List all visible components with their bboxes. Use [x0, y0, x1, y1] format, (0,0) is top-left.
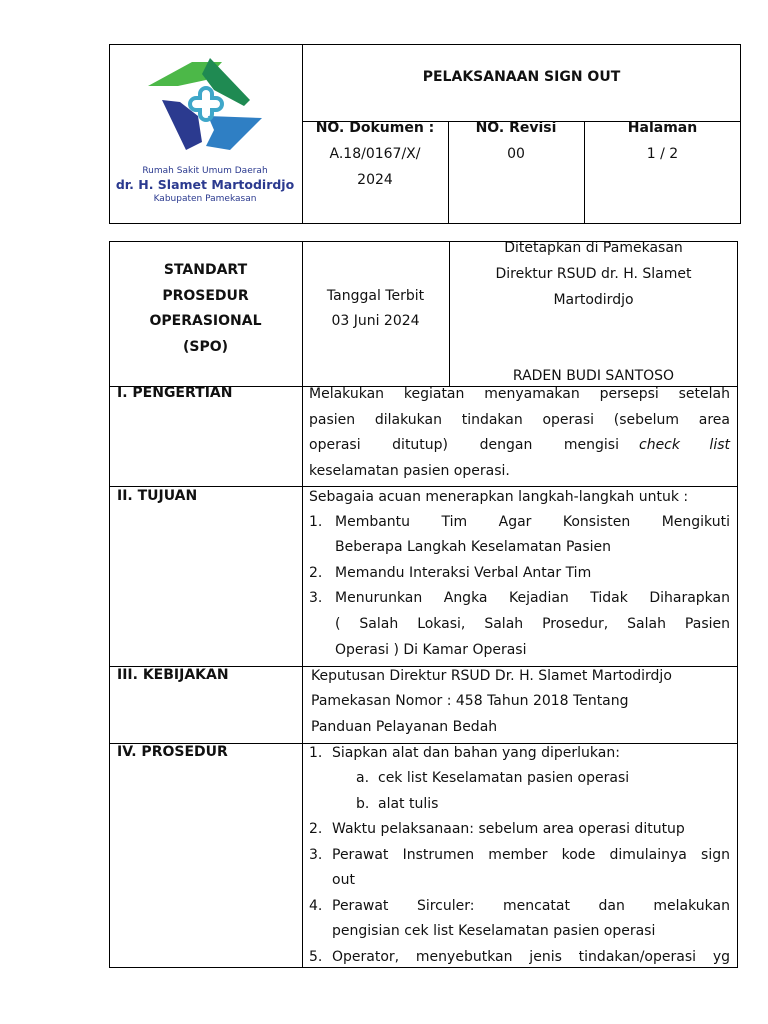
- revision-label: NO. Revisi: [475, 120, 557, 136]
- list-number: 5.: [309, 949, 323, 965]
- page-label: Halaman: [627, 120, 698, 136]
- list-item: Membantu Tim Agar Konsisten Mengikuti: [335, 514, 730, 530]
- kebijakan-text: Pamekasan Nomor : 458 Tahun 2018 Tentang: [311, 693, 629, 709]
- established-line: Direktur RSUD dr. H. Slamet: [495, 266, 692, 282]
- list-item: cek list Keselamatan pasien operasi: [378, 770, 630, 786]
- pengertian-text: operasi ditutup) dengan mengisi: [309, 437, 619, 453]
- document-title: PELAKSANAAN SIGN OUT: [422, 69, 621, 85]
- doc-number-label: NO. Dokumen :: [315, 120, 435, 136]
- kebijakan-text: Panduan Pelayanan Bedah: [311, 719, 498, 735]
- revision-value: 00: [507, 146, 525, 162]
- doc-number-value: 2024: [357, 172, 393, 188]
- issue-date-label: Tanggal Terbit: [326, 288, 425, 304]
- list-number: 1.: [309, 745, 323, 761]
- page-value: 1 / 2: [646, 146, 679, 162]
- list-item: out: [332, 872, 355, 888]
- spo-label: PROSEDUR: [162, 288, 249, 304]
- spo-label: (SPO): [182, 339, 229, 355]
- list-number: 1.: [309, 514, 323, 530]
- pengertian-text: pasien dilakukan tindakan operasi (sebelum area: [309, 412, 730, 428]
- list-letter: b.: [356, 796, 370, 812]
- list-number: 3.: [309, 590, 323, 606]
- list-number: 3.: [309, 847, 323, 863]
- logo-line-2: dr. H. Slamet Martodirdjo: [115, 177, 295, 192]
- pengertian-text: Melakukan kegiatan menyamakan persepsi setelah: [309, 386, 730, 402]
- list-item: Siapkan alat dan bahan yang diperlukan:: [332, 745, 620, 761]
- list-item: ( Salah Lokasi, Salah Prosedur, Salah Pasien: [335, 616, 730, 632]
- spo-label: OPERASIONAL: [149, 313, 262, 329]
- section-label-pengertian: I. PENGERTIAN: [117, 385, 233, 401]
- hospital-logo-icon: [140, 50, 270, 155]
- list-number: 2.: [309, 821, 323, 837]
- issue-date-value: 03 Juni 2024: [331, 313, 420, 329]
- spo-label: STANDART: [163, 262, 248, 278]
- list-item: Waktu pelaksanaan: sebelum area operasi ditutup: [332, 821, 685, 837]
- list-item: Perawat Instrumen member kode dimulainya sign: [332, 847, 730, 863]
- list-item: alat tulis: [378, 796, 439, 812]
- signer-name: RADEN BUDI SANTOSO: [512, 368, 675, 384]
- doc-number-value: A.18/0167/X/: [329, 146, 421, 162]
- section-label-kebijakan: III. KEBIJAKAN: [117, 667, 229, 683]
- list-item: Menurunkan Angka Kejadian Tidak Diharapkan: [335, 590, 730, 606]
- logo-line-3: Kabupaten Pamekasan: [153, 194, 257, 204]
- list-item: Beberapa Langkah Keselamatan Pasien: [335, 539, 612, 555]
- section-label-prosedur: IV. PROSEDUR: [117, 744, 228, 760]
- list-number: 2.: [309, 565, 323, 581]
- established-line: Martodirdjo: [553, 292, 634, 308]
- section-label-tujuan: II. TUJUAN: [117, 488, 198, 504]
- established-line: Ditetapkan di Pamekasan: [504, 240, 683, 256]
- list-number: 4.: [309, 898, 323, 914]
- pengertian-checklist: check list: [639, 437, 730, 453]
- list-item: Memandu Interaksi Verbal Antar Tim: [335, 565, 592, 581]
- tujuan-intro: Sebagaia acuan menerapkan langkah-langkah untuk :: [309, 489, 689, 505]
- list-item: Operator, menyebutkan jenis tindakan/operasi yg: [332, 949, 730, 965]
- list-letter: a.: [356, 770, 370, 786]
- kebijakan-text: Keputusan Direktur RSUD Dr. H. Slamet Martodirdjo: [311, 668, 672, 684]
- list-item: Perawat Sirculer: mencatat dan melakukan: [332, 898, 730, 914]
- list-item: Operasi ) Di Kamar Operasi: [335, 642, 527, 658]
- pengertian-text: keselamatan pasien operasi.: [309, 463, 510, 479]
- list-item: pengisian cek list Keselamatan pasien operasi: [332, 923, 656, 939]
- logo-line-1: Rumah Sakit Umum Daerah: [142, 166, 268, 176]
- main-column-divider: [302, 241, 303, 968]
